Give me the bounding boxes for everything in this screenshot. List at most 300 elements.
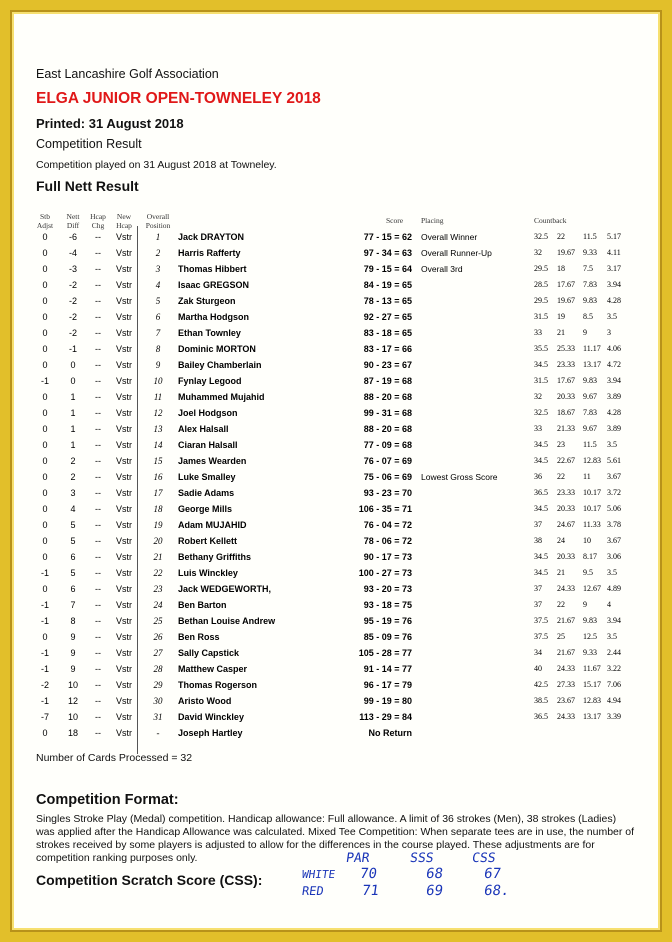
player-name: Aristo Wood — [178, 696, 232, 706]
new-hcap-cell: Vstr — [115, 296, 132, 306]
score-cell: 100 - 27 = 73 — [358, 568, 412, 578]
countback-cell: 4.28 — [607, 296, 621, 305]
hcap-chg-cell: -- — [95, 632, 101, 642]
hcap-chg-cell: -- — [95, 488, 101, 498]
position-cell: 9 — [155, 360, 161, 370]
table-row — [14, 392, 658, 408]
score-cell: 92 - 27 = 65 — [363, 312, 412, 322]
new-hcap-cell: Vstr — [115, 440, 132, 450]
placing-cell: Overall Winner — [421, 232, 478, 242]
score-cell: 97 - 34 = 63 — [363, 248, 412, 258]
new-hcap-cell: Vstr — [115, 488, 132, 498]
nett-diff-cell: 3 — [70, 488, 76, 498]
handwritten-red-par: 71 — [360, 883, 380, 899]
countback-cell: 11.33 — [583, 520, 601, 529]
countback-cell: 9.83 — [583, 616, 597, 625]
countback-cell: 7.83 — [583, 280, 597, 289]
score-cell: 76 - 04 = 72 — [363, 520, 412, 530]
new-hcap-cell: Vstr — [115, 616, 132, 626]
organisation-name: East Lancashire Golf Association — [36, 67, 219, 81]
hcap-chg-cell: -- — [95, 344, 101, 354]
nett-diff-cell: -2 — [68, 328, 77, 338]
position-cell: 26 — [153, 632, 163, 642]
page-title: ELGA JUNIOR OPEN-TOWNELEY 2018 — [36, 90, 321, 107]
hcap-chg-cell: -- — [95, 552, 101, 562]
countback-cell: 38 — [534, 536, 542, 545]
countback-cell: 24.33 — [557, 584, 575, 593]
countback-cell: 3.67 — [607, 536, 621, 545]
countback-cell: 37.5 — [534, 616, 548, 625]
table-row — [14, 728, 658, 744]
countback-cell: 10.17 — [583, 504, 601, 513]
countback-cell: 7.5 — [583, 264, 593, 273]
countback-cell: 22 — [557, 472, 565, 481]
countback-cell: 21 — [557, 328, 565, 337]
hcap-chg-cell: -- — [95, 312, 101, 322]
stb-cell: -1 — [40, 696, 49, 706]
countback-cell: 35.5 — [534, 344, 548, 353]
new-hcap-cell: Vstr — [115, 248, 132, 258]
new-hcap-cell: Vstr — [115, 728, 132, 738]
player-name: Zak Sturgeon — [178, 296, 236, 306]
hcap-chg-cell: -- — [95, 584, 101, 594]
nett-diff-cell: -4 — [68, 248, 77, 258]
countback-cell: 20.33 — [557, 392, 575, 401]
countback-cell: 3.94 — [607, 616, 621, 625]
player-name: Bethany Griffiths — [178, 552, 252, 562]
handwritten-red-sss: 69 — [424, 883, 444, 899]
countback-cell: 37.5 — [534, 632, 548, 641]
stb-cell: -1 — [40, 568, 49, 578]
countback-cell: 36.5 — [534, 712, 548, 721]
format-heading: Competition Format: — [36, 792, 179, 808]
player-name: Ben Barton — [178, 600, 227, 610]
countback-cell: 3.94 — [607, 376, 621, 385]
countback-cell: 4.72 — [607, 360, 621, 369]
player-name: Luke Smalley — [178, 472, 236, 482]
countback-cell: 8.17 — [583, 552, 597, 561]
countback-cell: 4.89 — [607, 584, 621, 593]
countback-cell: 3.67 — [607, 472, 621, 481]
table-row — [14, 568, 658, 584]
score-cell: 83 - 18 = 65 — [363, 328, 412, 338]
countback-cell: 3.89 — [607, 392, 621, 401]
score-cell: 87 - 19 = 68 — [363, 376, 412, 386]
nett-diff-cell: 5 — [70, 536, 76, 546]
countback-cell: 3.39 — [607, 712, 621, 721]
hcap-chg-cell: -- — [95, 616, 101, 626]
nett-diff-cell: 2 — [70, 472, 76, 482]
countback-cell: 33 — [534, 328, 542, 337]
handwritten-red: RED — [301, 884, 325, 898]
player-name: James Wearden — [178, 456, 247, 466]
countback-cell: 17.67 — [557, 376, 575, 385]
nett-diff-cell: 9 — [70, 648, 76, 658]
player-name: Jack DRAYTON — [178, 232, 245, 242]
countback-cell: 34.5 — [534, 552, 548, 561]
position-cell: 30 — [153, 696, 163, 706]
new-hcap-cell: Vstr — [115, 280, 132, 290]
nett-diff-cell: 12 — [67, 696, 78, 706]
countback-cell: 3.94 — [607, 280, 621, 289]
countback-cell: 4.06 — [607, 344, 621, 353]
table-row — [14, 488, 658, 504]
position-cell: 6 — [155, 312, 161, 322]
countback-cell: 23 — [557, 440, 565, 449]
countback-cell: 23.67 — [557, 696, 575, 705]
new-hcap-cell: Vstr — [115, 536, 132, 546]
col-header-countback: Countback — [534, 216, 567, 225]
position-cell: 13 — [153, 424, 163, 434]
countback-cell: 36 — [534, 472, 542, 481]
countback-cell: 22.67 — [557, 456, 575, 465]
countback-cell: 32 — [534, 248, 542, 257]
col-header-nett: Nett Diff — [66, 212, 80, 230]
countback-cell: 21 — [557, 568, 565, 577]
table-row — [14, 664, 658, 680]
player-name: Muhammed Mujahid — [178, 392, 265, 402]
stb-cell: 0 — [42, 344, 48, 354]
score-cell: 113 - 29 = 84 — [359, 712, 412, 722]
player-name: Isaac GREGSON — [178, 280, 250, 290]
position-cell: 17 — [153, 488, 163, 498]
table-row — [14, 584, 658, 600]
stb-cell: -2 — [40, 680, 49, 690]
player-name: Sadie Adams — [178, 488, 235, 498]
position-cell: 31 — [153, 712, 163, 722]
player-name: Thomas Hibbert — [178, 264, 247, 274]
countback-cell: 12.67 — [583, 584, 601, 593]
table-row — [14, 616, 658, 632]
new-hcap-cell: Vstr — [115, 712, 132, 722]
position-cell: 5 — [155, 296, 161, 306]
table-row — [14, 440, 658, 456]
hcap-chg-cell: -- — [95, 648, 101, 658]
hcap-chg-cell: -- — [95, 264, 101, 274]
table-row — [14, 408, 658, 424]
new-hcap-cell: Vstr — [115, 472, 132, 482]
countback-cell: 24.33 — [557, 712, 575, 721]
countback-cell: 4 — [607, 600, 611, 609]
countback-cell: 34.5 — [534, 568, 548, 577]
countback-cell: 7.83 — [583, 408, 597, 417]
table-row — [14, 456, 658, 472]
col-header-new: New Hcap — [116, 212, 132, 230]
countback-cell: 27.33 — [557, 680, 575, 689]
countback-cell: 2.44 — [607, 648, 621, 657]
position-cell: - — [156, 728, 160, 738]
stb-cell: 0 — [42, 248, 48, 258]
score-cell: 96 - 17 = 79 — [363, 680, 412, 690]
countback-cell: 18 — [557, 264, 565, 273]
placing-cell: Overall 3rd — [421, 264, 463, 274]
countback-cell: 34 — [534, 648, 542, 657]
player-name: Martha Hodgson — [178, 312, 249, 322]
col-header-hcap: Hcap Chg — [90, 212, 106, 230]
table-row — [14, 632, 658, 648]
stb-cell: 0 — [42, 632, 48, 642]
nett-diff-cell: -6 — [68, 232, 77, 242]
countback-cell: 25.33 — [557, 344, 575, 353]
new-hcap-cell: Vstr — [115, 360, 132, 370]
player-name: Matthew Casper — [178, 664, 248, 674]
score-cell: 106 - 35 = 71 — [358, 504, 412, 514]
nett-diff-cell: -3 — [68, 264, 77, 274]
placing-cell: Lowest Gross Score — [421, 472, 498, 482]
placing-cell: Overall Runner-Up — [421, 248, 492, 258]
table-row — [14, 280, 658, 296]
new-hcap-cell: Vstr — [115, 664, 132, 674]
new-hcap-cell: Vstr — [115, 680, 132, 690]
countback-cell: 15.17 — [583, 680, 601, 689]
position-cell: 12 — [153, 408, 163, 418]
countback-cell: 34.5 — [534, 456, 548, 465]
countback-cell: 24.67 — [557, 520, 575, 529]
position-cell: 24 — [153, 600, 163, 610]
section-heading: Full Nett Result — [36, 178, 139, 194]
col-header-score: Score — [386, 216, 404, 225]
stb-cell: 0 — [42, 232, 48, 242]
countback-cell: 21.67 — [557, 648, 575, 657]
countback-cell: 9.83 — [583, 296, 597, 305]
stb-cell: 0 — [42, 408, 48, 418]
stb-cell: 0 — [42, 296, 48, 306]
countback-cell: 11.67 — [583, 664, 601, 673]
countback-cell: 22 — [557, 232, 565, 241]
countback-cell: 22 — [557, 600, 565, 609]
countback-cell: 42.5 — [534, 680, 548, 689]
stb-cell: 0 — [42, 264, 48, 274]
countback-cell: 8.5 — [583, 312, 593, 321]
score-cell: 93 - 20 = 73 — [363, 584, 412, 594]
score-cell: 78 - 13 = 65 — [363, 296, 412, 306]
hcap-chg-cell: -- — [95, 232, 101, 242]
score-cell: 99 - 19 = 80 — [363, 696, 412, 706]
hcap-chg-cell: -- — [95, 376, 101, 386]
player-name: Dominic MORTON — [178, 344, 256, 354]
countback-cell: 10.17 — [583, 488, 601, 497]
hcap-chg-cell: -- — [95, 728, 101, 738]
hcap-chg-cell: -- — [95, 328, 101, 338]
position-cell: 3 — [155, 264, 161, 274]
countback-cell: 23.33 — [557, 360, 575, 369]
countback-cell: 3.5 — [607, 568, 617, 577]
hcap-chg-cell: -- — [95, 520, 101, 530]
nett-diff-cell: 4 — [70, 504, 76, 514]
printed-date: Printed: 31 August 2018 — [36, 116, 184, 131]
countback-cell: 20.33 — [557, 552, 575, 561]
stb-cell: 0 — [42, 328, 48, 338]
hcap-chg-cell: -- — [95, 360, 101, 370]
handwritten-red-css: 68. — [482, 883, 511, 899]
countback-cell: 19 — [557, 312, 565, 321]
position-cell: 11 — [153, 392, 163, 402]
position-cell: 22 — [153, 568, 163, 578]
score-cell: 90 - 17 = 73 — [363, 552, 412, 562]
countback-cell: 3 — [607, 328, 611, 337]
table-row — [14, 520, 658, 536]
countback-cell: 12.83 — [583, 696, 601, 705]
nett-diff-cell: 6 — [70, 552, 76, 562]
countback-cell: 29.5 — [534, 296, 548, 305]
table-row — [14, 472, 658, 488]
new-hcap-cell: Vstr — [115, 504, 132, 514]
table-row — [14, 232, 658, 248]
hcap-chg-cell: -- — [95, 664, 101, 674]
countback-cell: 5.61 — [607, 456, 621, 465]
nett-diff-cell: 18 — [67, 728, 78, 738]
countback-cell: 3.72 — [607, 488, 621, 497]
countback-cell: 4.94 — [607, 696, 621, 705]
nett-diff-cell: 5 — [70, 568, 76, 578]
stb-cell: -1 — [40, 664, 49, 674]
countback-cell: 31.5 — [534, 312, 548, 321]
nett-diff-cell: 10 — [67, 680, 78, 690]
countback-cell: 10 — [583, 536, 591, 545]
countback-cell: 5.17 — [607, 232, 621, 241]
score-cell: No Return — [368, 728, 412, 738]
countback-cell: 21.67 — [557, 616, 575, 625]
stb-cell: -1 — [40, 648, 49, 658]
player-name: George Mills — [178, 504, 233, 514]
hcap-chg-cell: -- — [95, 440, 101, 450]
score-cell: 83 - 17 = 66 — [363, 344, 412, 354]
countback-cell: 33 — [534, 424, 542, 433]
score-cell: 99 - 31 = 68 — [363, 408, 412, 418]
hcap-chg-cell: -- — [95, 280, 101, 290]
stb-cell: 0 — [42, 456, 48, 466]
position-cell: 28 — [153, 664, 163, 674]
countback-cell: 9.33 — [583, 648, 597, 657]
new-hcap-cell: Vstr — [115, 696, 132, 706]
player-name: Sally Capstick — [178, 648, 240, 658]
position-cell: 19 — [153, 520, 163, 530]
score-cell: 88 - 20 = 68 — [363, 424, 412, 434]
stb-cell: 0 — [42, 520, 48, 530]
score-cell: 95 - 19 = 76 — [363, 616, 412, 626]
hcap-chg-cell: -- — [95, 536, 101, 546]
countback-cell: 7.06 — [607, 680, 621, 689]
new-hcap-cell: Vstr — [115, 376, 132, 386]
hcap-chg-cell: -- — [95, 392, 101, 402]
table-row — [14, 376, 658, 392]
player-name: Ethan Townley — [178, 328, 241, 338]
player-name: Ciaran Halsall — [178, 440, 238, 450]
handwritten-css: CSS — [470, 851, 497, 866]
countback-cell: 11.17 — [583, 344, 601, 353]
position-cell: 20 — [153, 536, 163, 546]
stb-cell: -1 — [40, 616, 49, 626]
countback-cell: 17.67 — [557, 280, 575, 289]
hcap-chg-cell: -- — [95, 248, 101, 258]
cards-processed: Number of Cards Processed = 32 — [36, 752, 193, 764]
nett-diff-cell: -1 — [68, 344, 77, 354]
new-hcap-cell: Vstr — [115, 600, 132, 610]
nett-diff-cell: 0 — [70, 376, 76, 386]
position-cell: 14 — [153, 440, 163, 450]
handwritten-white-par: 70 — [358, 866, 378, 882]
countback-cell: 13.17 — [583, 712, 601, 721]
nett-diff-cell: 5 — [70, 520, 76, 530]
stb-cell: 0 — [42, 360, 48, 370]
new-hcap-cell: Vstr — [115, 632, 132, 642]
stb-cell: 0 — [42, 504, 48, 514]
hcap-chg-cell: -- — [95, 712, 101, 722]
new-hcap-cell: Vstr — [115, 520, 132, 530]
countback-cell: 9.83 — [583, 376, 597, 385]
stb-cell: -1 — [40, 600, 49, 610]
countback-cell: 34.5 — [534, 440, 548, 449]
new-hcap-cell: Vstr — [115, 424, 132, 434]
hcap-chg-cell: -- — [95, 424, 101, 434]
countback-cell: 11.5 — [583, 440, 597, 449]
nett-diff-cell: 0 — [70, 360, 76, 370]
position-cell: 7 — [155, 328, 161, 338]
countback-cell: 28.5 — [534, 280, 548, 289]
col-header-overall: Overall Position — [145, 212, 171, 230]
countback-cell: 13.17 — [583, 360, 601, 369]
table-row — [14, 600, 658, 616]
handwritten-white: WHITE — [301, 868, 337, 881]
countback-cell: 9.33 — [583, 248, 597, 257]
score-cell: 90 - 23 = 67 — [363, 360, 412, 370]
stb-cell: 0 — [42, 472, 48, 482]
score-cell: 88 - 20 = 68 — [363, 392, 412, 402]
table-row — [14, 248, 658, 264]
score-cell: 84 - 19 = 65 — [363, 280, 412, 290]
countback-cell: 4.11 — [607, 248, 621, 257]
hcap-chg-cell: -- — [95, 456, 101, 466]
col-header-placing: Placing — [421, 216, 444, 225]
score-cell: 85 - 09 = 76 — [363, 632, 412, 642]
position-cell: 21 — [153, 552, 163, 562]
countback-cell: 31.5 — [534, 376, 548, 385]
countback-cell: 29.5 — [534, 264, 548, 273]
countback-cell: 3.5 — [607, 312, 617, 321]
countback-cell: 25 — [557, 632, 565, 641]
countback-cell: 36.5 — [534, 488, 548, 497]
countback-cell: 3.5 — [607, 632, 617, 641]
table-row — [14, 504, 658, 520]
countback-cell: 24.33 — [557, 664, 575, 673]
position-cell: 4 — [155, 280, 161, 290]
new-hcap-cell: Vstr — [115, 344, 132, 354]
player-name: David Winckley — [178, 712, 244, 722]
hcap-chg-cell: -- — [95, 680, 101, 690]
table-row — [14, 344, 658, 360]
format-text: Singles Stroke Play (Medal) competition. Handicap allowance: Full allowance. A limit of 36 strokes (Men), 38 strokes (Ladies) was applied after the Handicap Allowance was calculated. Mixed Tee Competition: When separate tees are in use, the number of strokes received by some players is adjusted to allow for the differences in the course played. These adjustments are for competition ranking purposes only. — [36, 813, 635, 864]
position-cell: 2 — [155, 248, 161, 258]
stb-cell: 0 — [42, 488, 48, 498]
stb-cell: -7 — [40, 712, 49, 722]
position-cell: 25 — [153, 616, 163, 626]
stb-cell: 0 — [42, 312, 48, 322]
position-cell: 23 — [153, 584, 163, 594]
stb-cell: 0 — [42, 280, 48, 290]
player-name: Ben Ross — [178, 632, 220, 642]
new-hcap-cell: Vstr — [115, 552, 132, 562]
position-cell: 16 — [153, 472, 163, 482]
countback-cell: 37 — [534, 584, 542, 593]
nett-diff-cell: 9 — [70, 664, 76, 674]
player-name: Luis Winckley — [178, 568, 238, 578]
player-name: Joel Hodgson — [178, 408, 238, 418]
css-label: Competition Scratch Score (CSS): — [36, 872, 263, 888]
competition-played-note: Competition played on 31 August 2018 at Towneley. — [36, 159, 277, 171]
stb-cell: 0 — [42, 424, 48, 434]
stb-cell: 0 — [42, 584, 48, 594]
hcap-chg-cell: -- — [95, 408, 101, 418]
